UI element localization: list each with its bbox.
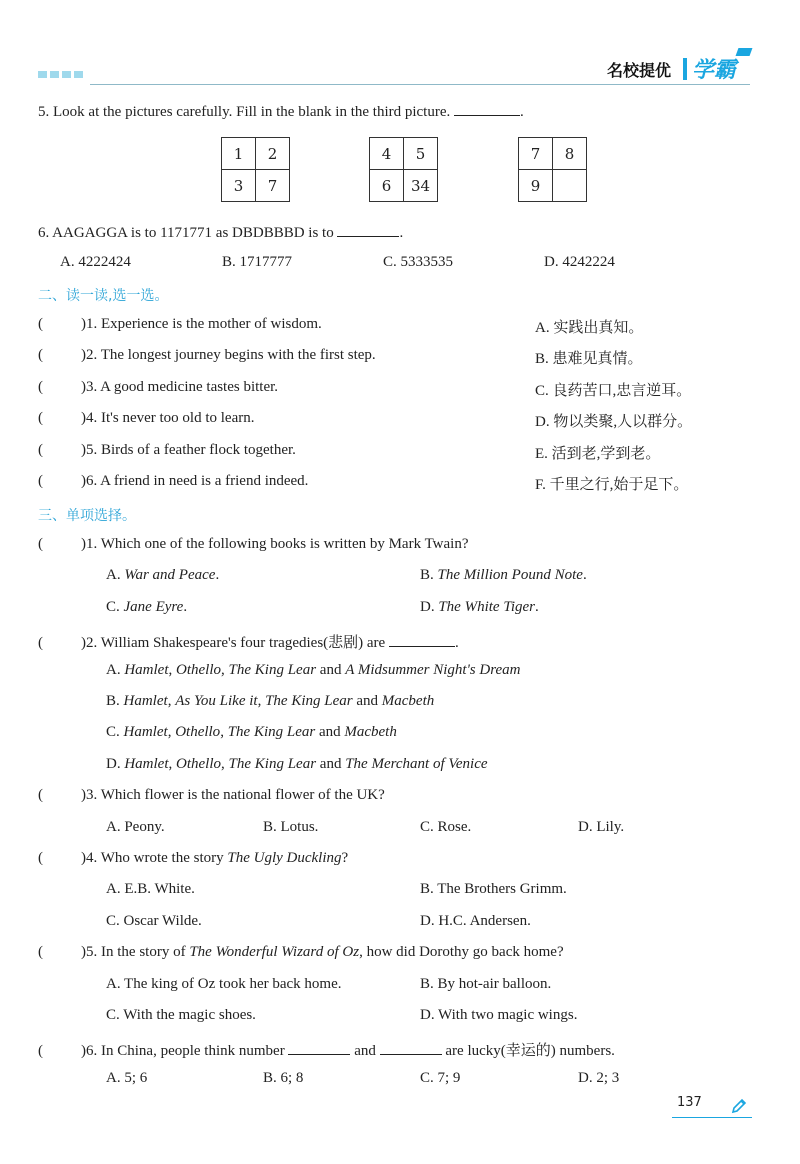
match-item-3: ( )3. A good medicine tastes bitter. <box>38 379 279 395</box>
option-b[interactable]: B. 6; 8 <box>263 1070 304 1086</box>
mc-question-4: ( )4. Who wrote the story The Ugly Duckling? <box>38 850 349 866</box>
option-c[interactable]: C. Rose. <box>420 819 472 835</box>
grid-cell: 8 <box>553 138 587 170</box>
option-a[interactable]: A. War and Peace. <box>106 567 220 583</box>
graduation-cap-icon <box>736 48 753 56</box>
section-3-title: 三、单项选择。 <box>38 508 136 524</box>
grid-cell: 7 <box>256 170 290 202</box>
option-d[interactable]: D. With two magic wings. <box>420 1007 578 1023</box>
option-a[interactable]: A. Peony. <box>106 819 165 835</box>
mc-question-1: ( )1. Which one of the following books is written by Mark Twain? <box>38 536 469 552</box>
section-2-title: 二、读一读,选一选。 <box>38 288 169 304</box>
mc-question-2: ( )2. William Shakespeare's four tragedies(悲剧) are . <box>38 631 459 652</box>
match-item-6: ( )6. A friend in need is a friend indeed. <box>38 473 309 489</box>
match-proverb-a: A. 实践出真知。 <box>535 320 644 336</box>
header-decoration <box>38 64 88 72</box>
option-c[interactable]: C. With the magic shoes. <box>106 1007 256 1023</box>
page-number: 137 <box>677 1095 702 1110</box>
brand-logo: 学霸 <box>692 58 737 83</box>
number-grid-1 <box>221 137 290 202</box>
match-proverb-f: F. 千里之行,始于足下。 <box>535 477 689 493</box>
match-proverb-c: C. 良药苦口,忠言逆耳。 <box>535 383 692 399</box>
match-item-1: ( )1. Experience is the mother of wisdom. <box>38 316 322 332</box>
match-item-5: ( )5. Birds of a feather flock together. <box>38 442 296 458</box>
option-d[interactable]: D. H.C. Andersen. <box>420 913 531 929</box>
option-d[interactable]: D. 2; 3 <box>578 1070 620 1086</box>
option-c[interactable]: C. Hamlet, Othello, The King Lear and Macbeth <box>106 724 397 740</box>
mc-question-6: ( )6. In China, people think number and are lucky(幸运的) numbers. <box>38 1039 615 1060</box>
answer-blank[interactable] <box>380 1040 442 1055</box>
match-item-4: ( )4. It's never too old to learn. <box>38 410 255 426</box>
footer-rule <box>672 1117 752 1118</box>
grid-cell: 3 <box>222 170 256 202</box>
answer-blank[interactable] <box>454 101 520 116</box>
mc-question-3: ( )3. Which flower is the national flower of the UK? <box>38 787 385 803</box>
grid-cell: 4 <box>370 138 404 170</box>
grid-cell: 5 <box>404 138 438 170</box>
grid-cell: 1 <box>222 138 256 170</box>
number-grid-2 <box>369 137 438 202</box>
option-b[interactable]: B. By hot-air balloon. <box>420 976 552 992</box>
option-b[interactable]: B. 1717777 <box>222 254 293 270</box>
option-a[interactable]: A. The king of Oz took her back home. <box>106 976 342 992</box>
number-grid-3 <box>518 137 587 202</box>
option-b[interactable]: B. Hamlet, As You Like it, The King Lear and Macbeth <box>106 693 435 709</box>
match-proverb-e: E. 活到老,学到老。 <box>535 446 661 462</box>
grid-cell: 34 <box>404 170 438 202</box>
pencil-icon <box>730 1097 748 1115</box>
question-5: 5. Look at the pictures carefully. Fill in the blank in the third picture. . <box>38 101 524 121</box>
option-d[interactable]: D. The White Tiger. <box>420 599 539 615</box>
header-rule <box>90 84 750 85</box>
answer-blank[interactable] <box>288 1040 350 1055</box>
grid-cell: 2 <box>256 138 290 170</box>
match-proverb-d: D. 物以类聚,人以群分。 <box>535 414 693 430</box>
option-a[interactable]: A. Hamlet, Othello, The King Lear and A Midsummer Night's Dream <box>106 662 521 678</box>
match-proverb-b: B. 患难见真情。 <box>535 351 643 367</box>
answer-blank[interactable] <box>389 632 455 647</box>
option-a[interactable]: A. 4222424 <box>60 254 131 270</box>
option-b[interactable]: B. Lotus. <box>263 819 319 835</box>
grid-cell: 7 <box>519 138 553 170</box>
mc-question-5: ( )5. In the story of The Wonderful Wizard of Oz, how did Dorothy go back home? <box>38 944 564 960</box>
option-d[interactable]: D. Hamlet, Othello, The King Lear and The Merchant of Venice <box>106 756 488 772</box>
series-title: 名校提优 <box>607 61 672 80</box>
option-c[interactable]: C. Jane Eyre. <box>106 599 188 615</box>
grid-cell: 6 <box>370 170 404 202</box>
option-a[interactable]: A. E.B. White. <box>106 881 195 897</box>
header-separator <box>683 58 687 80</box>
question-6: 6. AAGAGGA is to 1171771 as DBDBBBD is to . <box>38 222 403 242</box>
option-b[interactable]: B. The Brothers Grimm. <box>420 881 567 897</box>
option-b[interactable]: B. The Million Pound Note. <box>420 567 587 583</box>
match-item-2: ( )2. The longest journey begins with the first step. <box>38 347 376 363</box>
option-c[interactable]: C. 7; 9 <box>420 1070 461 1086</box>
option-a[interactable]: A. 5; 6 <box>106 1070 148 1086</box>
option-c[interactable]: C. Oscar Wilde. <box>106 913 202 929</box>
option-d[interactable]: D. 4242224 <box>544 254 615 270</box>
grid-cell-blank[interactable] <box>553 170 587 202</box>
answer-blank[interactable] <box>337 222 399 237</box>
option-c[interactable]: C. 5333535 <box>383 254 454 270</box>
grid-cell: 9 <box>519 170 553 202</box>
option-d[interactable]: D. Lily. <box>578 819 625 835</box>
